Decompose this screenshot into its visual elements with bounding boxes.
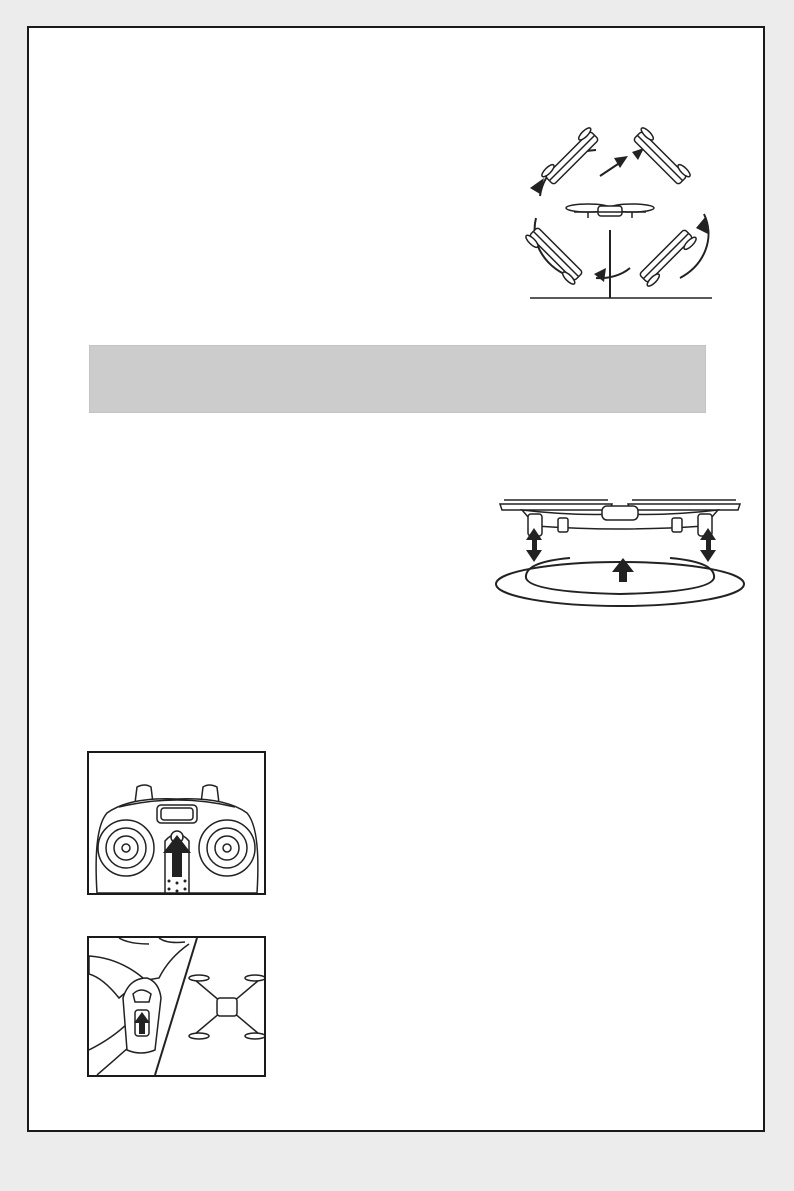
controller-icon — [89, 753, 264, 893]
drone-flip-icon — [500, 118, 720, 308]
drone-flip-illustration — [500, 118, 720, 308]
drone-power-switch-illustration — [87, 936, 266, 1077]
controller-power-button-illustration — [87, 751, 266, 895]
drone-landing-illustration — [492, 492, 748, 610]
drone-switch-icon — [89, 938, 264, 1075]
drone-landing-icon — [492, 492, 748, 610]
section-banner — [89, 345, 706, 413]
